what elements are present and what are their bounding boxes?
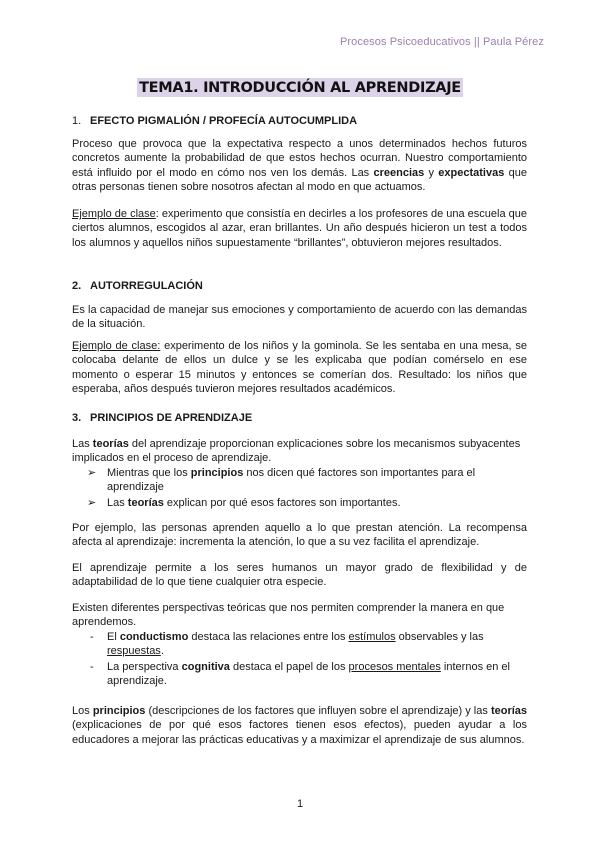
page-number: 1 <box>296 798 304 810</box>
underlined-term-procesos-mentales: procesos mentales <box>348 661 441 673</box>
text-run: internos en el aprendizaje. <box>107 661 510 688</box>
section-3-title: PRINCIPIOS DE APRENDIZAJE <box>90 412 253 424</box>
bold-term-principios: principios <box>92 705 146 717</box>
bold-term-teorias: teorías <box>92 438 129 450</box>
bold-term-principios: principios <box>190 467 244 479</box>
text-run: Los <box>72 705 93 717</box>
text-run: (descripciones de los factores que influyen sobre el aprendizaje) y las <box>145 705 491 717</box>
arrow-bullet-icon: ➢ <box>87 467 97 479</box>
section-1-number: 1. <box>72 115 82 127</box>
list-item <box>87 496 527 510</box>
list-item <box>90 630 527 659</box>
text-run: Las <box>72 438 93 450</box>
section-2-paragraph: Es la capacidad de manejar sus emociones y comportamiento de acuerdo con las demandas de la situación. <box>72 304 527 331</box>
text-run: Proceso que provoca que la expectativa respecto a unos determinados hechos futuros concretos aumente la probabilidad de que estos hechos ocurran. Nuestro comportamiento está influido por el modo en cómo nos ven los demás. Las <box>72 138 527 179</box>
example-label: Ejemplo de clase: <box>72 340 161 352</box>
bold-term-teorias: teorías <box>127 497 164 509</box>
section-2-number: 2. <box>72 280 82 292</box>
text-run: destaca las relaciones entre los <box>188 631 349 643</box>
section-2-heading <box>72 279 203 293</box>
example-label: Ejemplo de clase <box>72 208 156 220</box>
section-1-example <box>72 207 527 250</box>
text-run: observables y las <box>395 631 484 643</box>
underlined-term-respuestas: respuestas <box>107 645 161 658</box>
text-run: destaca el papel de los <box>229 661 349 673</box>
bold-term-expectativas: expectativas <box>438 166 505 179</box>
dash-bullet: - <box>90 661 94 673</box>
arrow-bullet-icon: ➢ <box>87 497 97 509</box>
underlined-term-estimulos: estímulos <box>348 631 396 643</box>
bold-term-creencias: creencias <box>373 166 425 179</box>
text-run: y <box>424 166 439 179</box>
bold-term-teorias: teorías <box>490 705 528 717</box>
section-3-number: 3. <box>72 412 82 424</box>
section-3-paragraph-4: Existen diferentes perspectivas teóricas que nos permiten comprender la manera en que aprendemos. <box>72 602 505 629</box>
text-run: del aprendizaje proporcionan explicaciones sobre los mecanismos subyacentes implicados en el proceso de aprendizaje. <box>72 438 521 465</box>
section-3-paragraph-5 <box>72 704 527 747</box>
section-1-title: EFECTO PIGMALIÓN / PROFECÍA AUTOCUMPLIDA <box>90 115 358 127</box>
section-3-heading <box>72 411 253 425</box>
text-run: Mientras que los <box>107 467 191 479</box>
text-run: nos dicen qué factores son importantes para el aprendizaje <box>107 467 476 494</box>
title-container <box>0 78 600 97</box>
section-2-title: AUTORREGULACIÓN <box>90 280 203 292</box>
dash-bullet: - <box>90 631 94 643</box>
section-1-paragraph <box>72 137 527 194</box>
section-3-paragraph-2: Por ejemplo, las personas aprenden aquello a lo que prestan atención. La recompensa afecta al aprendizaje: incrementa la atención, lo que a su vez facilita el aprendizaje. <box>72 522 527 549</box>
text-run: (explicaciones de por qué esos factores tienen esos efectos), pueden ayudar a los educadores a mejorar las prácticas educativas y a maximizar el aprendizaje de sus alumnos. <box>72 719 527 746</box>
example-text: experimento de los niños y la gominola. Se les sentaba en una mesa, se colocaba delante de ellos un dulce y se les explicaba que podían comérselo en ese momento o esperar 15 minutos y entonces se comerían dos. Resultado: los niños que esperaba, años después tuvieron mejores resultados académicos. <box>72 340 527 395</box>
text-run: Las <box>107 497 128 509</box>
section-3-paragraph-1 <box>72 437 527 466</box>
running-header: Procesos Psicoeducativos || Paula Pérez <box>339 36 544 48</box>
bold-term-conductismo: conductismo <box>119 631 189 643</box>
example-text: : experimento que consistía en decirles a los profesores de una escuela que ciertos alumnos, escogidos al azar, eran brillantes. Un año después hicieron un test a todos los alumnos y aquellos niños supuestamente “brillantes”, obtuvieron mejores resultados. <box>72 208 527 249</box>
text-run: que otras personas tienen sobre nosotros afectan al modo en que actuamos. <box>72 166 527 193</box>
section-1-heading <box>72 114 358 128</box>
text-run: La perspectiva <box>107 661 182 673</box>
section-2-example <box>72 339 527 396</box>
section-3-paragraph-3: El aprendizaje permite a los seres humanos un mayor grado de flexibilidad y de adaptabilidad de lo que tiene cualquier otra especie. <box>72 562 527 589</box>
page-title: TEMA1. INTRODUCCIÓN AL APRENDIZAJE <box>139 80 461 96</box>
list-item <box>87 466 527 495</box>
bold-term-cognitiva: cognitiva <box>181 661 230 673</box>
text-run: El <box>107 631 120 643</box>
text-run: . <box>160 645 164 658</box>
list-item <box>90 660 527 689</box>
text-run: explican por qué esos factores son importantes. <box>163 497 401 509</box>
